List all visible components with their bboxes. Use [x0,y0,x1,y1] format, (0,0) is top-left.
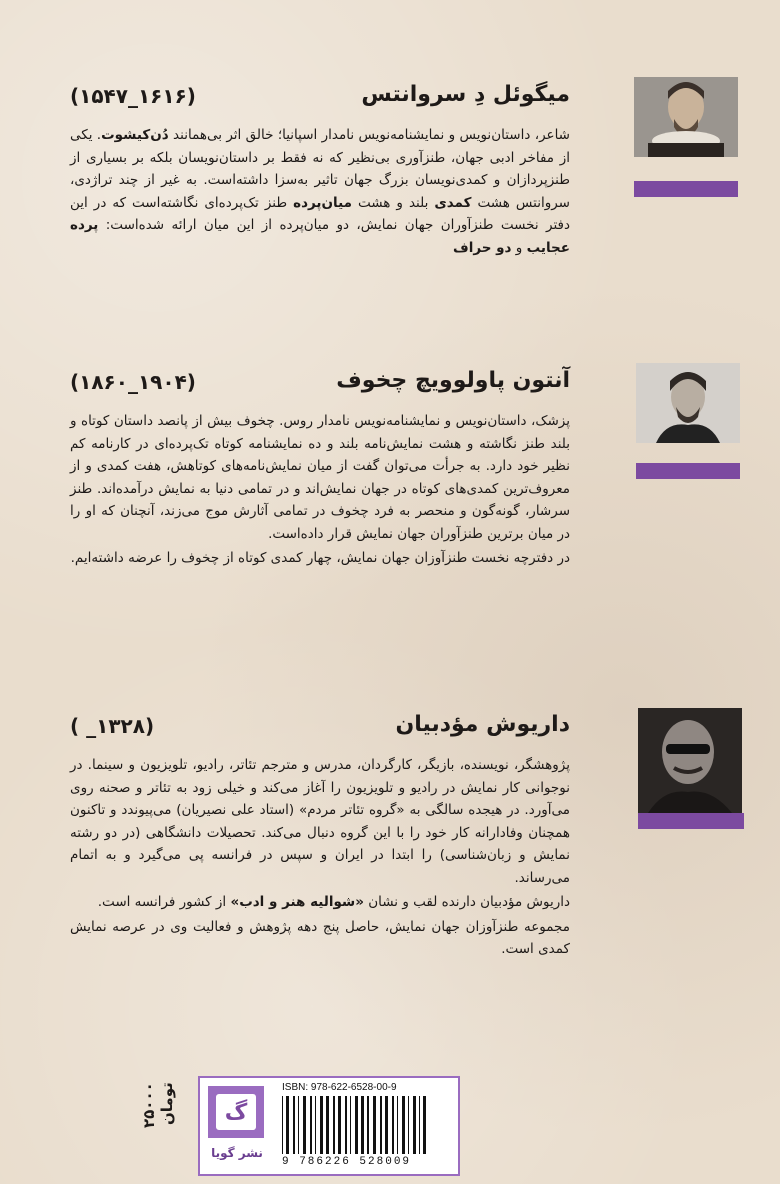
author-heading [70,82,570,118]
barcode-stripe [298,1096,299,1154]
author-name: داریوش مؤدبیان [395,712,570,737]
author-portrait [636,363,740,443]
author-bio [70,124,570,259]
barcode-stripe [315,1096,316,1154]
barcode-stripe [397,1096,398,1154]
isbn-text: ISBN: 978-622-6528-00-9 [282,1082,397,1093]
portrait-accent-bar [636,463,740,479]
barcode-stripe [402,1096,405,1154]
portrait-accent-bar [634,181,738,197]
barcode-block [198,1076,460,1176]
author-name: میگوئل دِ سروانتس [361,82,570,107]
barcode-stripe [392,1096,394,1154]
author-heading [70,712,570,748]
barcode-stripe [380,1096,382,1154]
author-heading [70,368,570,404]
barcode-stripe [350,1096,351,1154]
author-name: آنتون پاولوویچ چخوف [336,368,570,393]
barcode-digits: 9 786226 528009 [282,1156,412,1168]
author-bio [70,410,570,570]
barcode-stripe [320,1096,323,1154]
barcode-stripe [361,1096,364,1154]
author-dates: (۱۳۲۸_ ) [70,714,155,738]
bio-paragraph: داریوش مؤدبیان دارنده لقب و نشان «شوالیه هنر و ادب» از کشور فرانسه است. [97,894,570,910]
author-bio [70,754,570,961]
barcode-stripe [413,1096,416,1154]
barcode-stripe [373,1096,376,1154]
barcode-stripe [333,1096,335,1154]
publisher-name: نشر گویا [211,1146,263,1160]
bio-paragraph: شاعر، داستان‌نویس و نمایشنامه‌نویس نامدار اسپانیا؛ خالق اثر بی‌همانند دُن‌کیشوت. یکی از مفاخر ادبی جهان، طنزآوری بی‌نظیر که نه فقط بر داستان‌نویسان بلکه بر بسیاری از طنزپردازان و کمدی‌نویسان بزرگ جهان تاثیر به‌سزا داشته‌است. به غیر از چند تراژدی، سروانتس هشت کمدی بلند و هشت میان‌پرده طنز تک‌پرده‌ای نگاشته‌است که در این دفتر نخست طنزآوران جهان نمایش، دو میان‌پرده از این میان ارائه شده‌است: پرده عجایب و دو حراف [70,127,570,256]
author-portrait [638,708,742,813]
barcode-stripe [293,1096,295,1154]
bio-paragraph: پژوهشگر، نویسنده، بازیگر، کارگردان، مدرس و مترجم تئاتر، رادیو، تلویزیون و سینما. در نوجوانی کار نمایش در رادیو و تلویزیون را آغاز می‌کند و خیلی زود به تئاتر و صحنه روی می‌آورد. در هیجده سالگی به «گروه تئاتر مردم» (استاد علی نصیریان) می‌پیوندد و تاکنون همچنان وفادارانه کار خود را با این گروه دنبال می‌کند. تحصیلات دانشگاهی (در دو رشته نمایش و زبان‌شناسی) را ابتدا در ایران و سپس در فرانسه پی می‌گیرد و به اتمام می‌رساند. [70,757,570,886]
author-dates: (۱۶۱۶_۱۵۴۷) [70,84,196,108]
barcode-stripe [423,1096,426,1154]
barcode-stripe [355,1096,358,1154]
barcode-stripe [419,1096,420,1154]
barcode-stripe [385,1096,388,1154]
barcode-stripe [367,1096,369,1154]
price-label: ۲۵۰۰۰ تومان [140,1082,176,1128]
barcode-stripe [310,1096,312,1154]
barcode-stripe [326,1096,329,1154]
author-portrait [634,77,738,157]
bio-paragraph: پزشک، داستان‌نویس و نمایشنامه‌نویس نامدار روس. چخوف بیش از پانصد داستان کوتاه و بلند طنز نگاشته و هشت نمایش‌نامه بلند و ده نمایشنامه کوتاه تک‌پرده‌ای در کارنامه کم نظیر خود دارد. به جرأت می‌توان گفت از میان نمایش‌نامه‌های کوتاهش، هفت کمدی و از معروف‌ترین کمدی‌های کوتاه در جهان نمایش‌اند و در تمامی دنیا به نمایش درآمده‌اند. طنز سرشار، گونه‌گون و منحصر به فرد چخوف در تمامی آثارش موج می‌زند، آنچنان که او را در میان برترین طنزآوران جهان نمایش قرار داده‌است. [70,413,570,542]
bio-paragraph: در دفترچه نخست طنزآوزان جهان نمایش، چهار کمدی کوتاه از چخوف را عرضه داشته‌ایم. [70,550,570,566]
barcode-stripe [338,1096,341,1154]
barcode-stripe [345,1096,347,1154]
author-dates: (۱۹۰۴_۱۸۶۰) [70,370,196,394]
barcode-stripe [303,1096,306,1154]
publisher-logo [208,1086,264,1138]
barcode-bars [282,1096,452,1154]
bio-paragraph: مجموعه طنزآوزان جهان نمایش، حاصل پنج دهه پژوهش و فعالیت وی در عرصه نمایش کمدی است. [70,918,570,957]
barcode-stripe [286,1096,289,1154]
barcode-stripe [408,1096,409,1154]
barcode-stripe [282,1096,283,1154]
portrait-accent-bar [638,813,744,829]
publisher-logo-glyph: گ [216,1094,256,1130]
